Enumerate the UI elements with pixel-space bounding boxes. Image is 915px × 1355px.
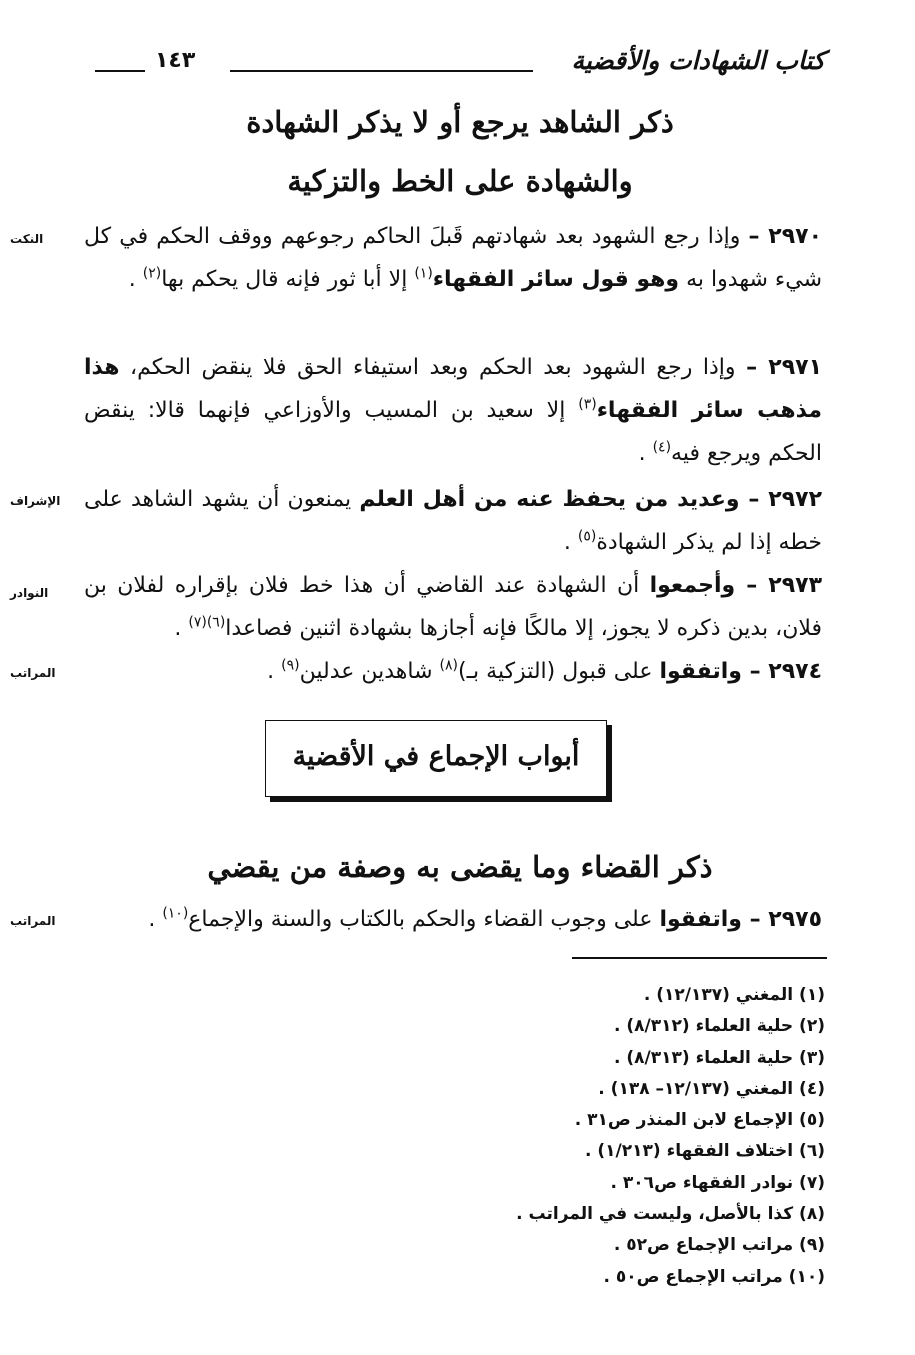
footnote: (١٠) مراتب الإجماع ص٥٠ . <box>603 1266 825 1287</box>
footnotes <box>325 980 825 1293</box>
footnote: (٨) كذا بالأصل، وليست في المراتب . <box>516 1204 825 1225</box>
margin-note-2974: المراتب <box>10 666 56 680</box>
book-title: كتاب الشهادات والأقضية <box>571 46 825 75</box>
entry-text: إلا أبا ثور فإنه قال يحكم بها <box>161 267 415 292</box>
header-rule-end <box>95 70 145 72</box>
section-heading-line-1: ذكر الشاهد يرجع أو لا يذكر الشهادة <box>246 105 674 139</box>
footnote: (٣) حلية العلماء (٨/٣١٣) . <box>614 1047 825 1068</box>
chapter-title-box <box>265 720 607 797</box>
footnote-ref: (٩) <box>281 657 300 674</box>
footnote: (٦) اختلاف الفقهاء (١/٢١٣) . <box>585 1141 825 1162</box>
footnote-ref: (٢) <box>142 265 162 282</box>
entry-number: ٢٩٧١ – <box>746 355 823 380</box>
entry-text: أن الشهادة عند القاضي أن هذا خط فلان بإقراره لفلان بن فلان، بدين ذكره لا يجوز، إلا مالكًا فإنه أجازها بشهادة اثنين فصاعدا <box>84 573 822 641</box>
entry-2975 <box>84 898 822 941</box>
footnote: (٤) المغني (١٢/١٣٧– ١٣٨) . <box>598 1078 825 1099</box>
entry-text: على وجوب القضاء والحكم بالكتاب والسنة والإجماع <box>188 907 660 932</box>
entry-2974 <box>84 650 822 693</box>
entry-bold-text: وهو قول سائر الفقهاء <box>432 267 680 292</box>
entry-lead: وعديد من يحفظ عنه من أهل العلم <box>359 487 749 512</box>
margin-note-2972: الإشراف <box>10 494 61 508</box>
footnote-ref: (١٠) <box>162 905 189 922</box>
margin-note-2973: النوادر <box>10 586 49 600</box>
footnote-ref: (٣) <box>578 396 597 413</box>
entry-number: ٢٩٧٤ – <box>749 659 822 684</box>
entry-end: . <box>174 616 189 641</box>
entry-text: يمنعون أن يشهد الشاهد على خطه إذا لم يذكر الشهادة <box>84 487 822 555</box>
entry-text: إلا سعيد بن المسيب والأوزاعي فإنهما قالا: ينقض الحكم ويرجع فيه <box>84 398 822 466</box>
entry-lead: واتفقوا <box>659 907 750 932</box>
entry-number: ٢٩٧٢ – <box>748 487 822 512</box>
entry-number: ٢٩٧٠ – <box>748 224 822 249</box>
subsection-heading: ذكر القضاء وما يقضى به وصفة من يقضي <box>207 850 713 884</box>
entry-2970 <box>84 215 822 301</box>
footnote-ref: (٥) <box>577 528 597 545</box>
footnote: (٧) نوادر الفقهاء ص٣٠٦ . <box>610 1172 825 1193</box>
footnote-ref: (٤) <box>652 439 672 456</box>
entry-text: وإذا رجع الشهود بعد شهادتهم قَبلَ الحاكم رجوعهم ووقف الحكم في كل شيء شهدوا به <box>84 224 822 292</box>
entry-lead: واتفقوا <box>659 659 750 684</box>
footnote-ref: (٦) <box>206 614 226 631</box>
margin-note-2975: المراتب <box>10 914 56 928</box>
entry-text: على قبول (التزكية بـ) <box>458 659 660 684</box>
entry-end: . <box>563 530 578 555</box>
header-rule <box>230 70 533 72</box>
entry-end: . <box>148 907 163 932</box>
entry-number: ٢٩٧٥ – <box>749 907 822 932</box>
page-number: ١٤٣ <box>155 48 196 73</box>
entry-text: شاهدين عدلين <box>299 659 440 684</box>
margin-note-2970: النكت <box>10 232 44 246</box>
footnote: (١) المغني (١٢/١٣٧) . <box>643 985 825 1005</box>
footnote-ref: (٨) <box>439 657 458 674</box>
footnote-ref: (١) <box>414 265 433 282</box>
entry-text: وإذا رجع الشهود بعد الحكم وبعد استيفاء الحق فلا ينقض الحكم، <box>119 355 747 380</box>
footnote: (٢) حلية العلماء (٨/٣١٢) . <box>614 1016 825 1037</box>
footnote-ref: (٧) <box>188 614 207 631</box>
entry-bold-text: هذا مذهب سائر الفقهاء <box>84 355 822 423</box>
entry-2971 <box>84 346 822 475</box>
footnote: (٥) الإجماع لابن المنذر ص٣١ . <box>574 1110 825 1131</box>
entry-end: . <box>128 267 143 292</box>
entry-2972 <box>84 478 822 564</box>
entry-2973 <box>84 564 822 650</box>
section-heading-line-2: والشهادة على الخط والتزكية <box>287 164 633 198</box>
footnote-separator <box>572 957 827 959</box>
entry-number: ٢٩٧٣ – <box>746 573 822 598</box>
entry-end: . <box>638 441 653 466</box>
footnote: (٩) مراتب الإجماع ص٥٢ . <box>613 1235 825 1256</box>
chapter-title: أبواب الإجماع في الأقضية <box>292 741 580 772</box>
running-header <box>95 46 825 86</box>
entry-lead: وأجمعوا <box>649 573 747 598</box>
entry-end: . <box>267 659 282 684</box>
